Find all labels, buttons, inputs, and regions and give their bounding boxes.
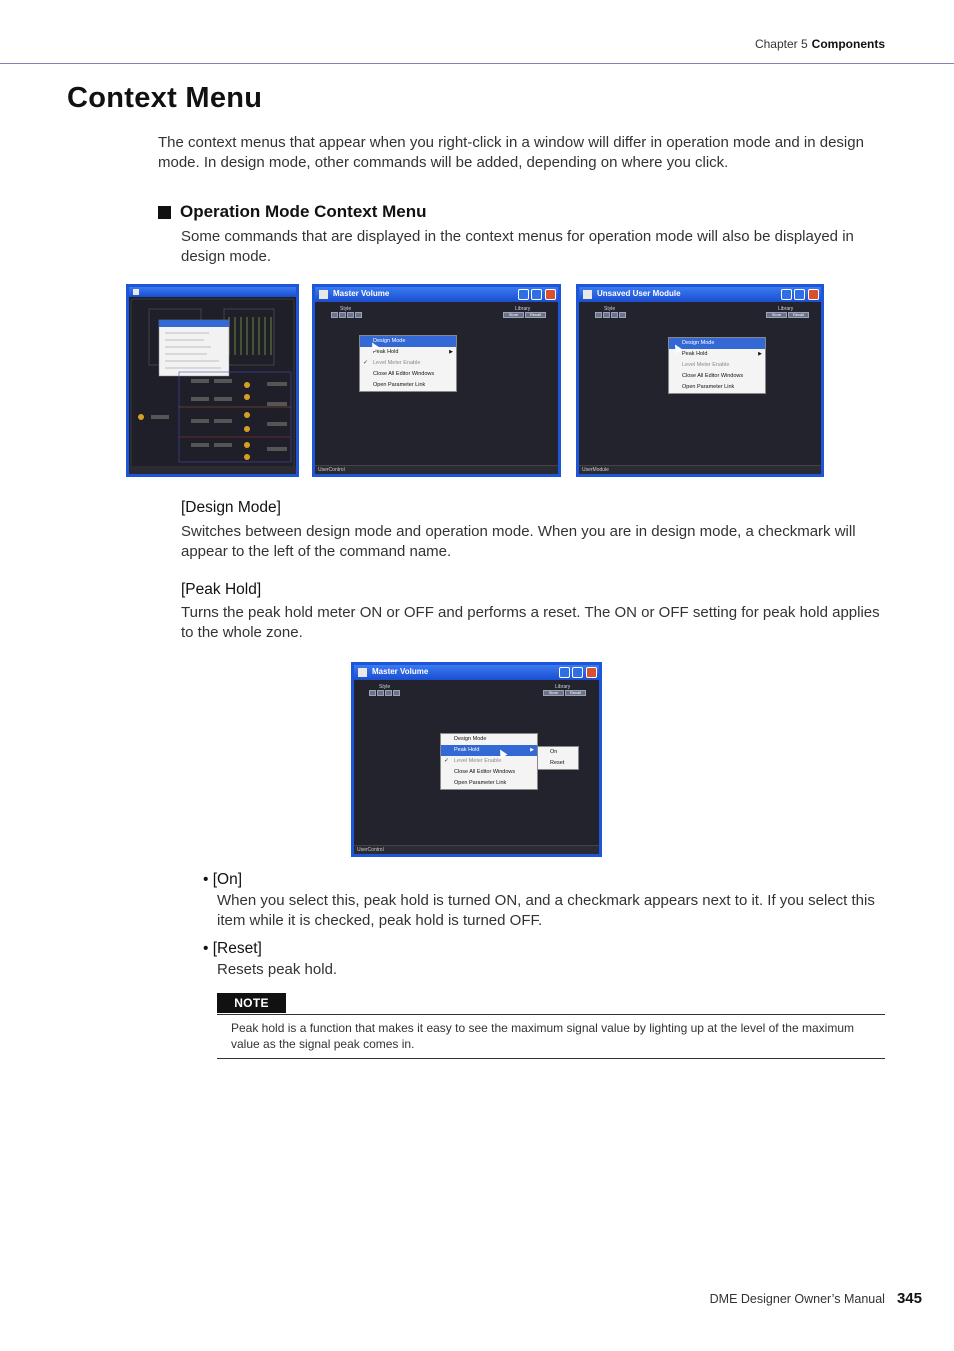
bullet-reset-text: Resets peak hold. (217, 961, 338, 978)
status-bar: UserModule (579, 465, 821, 474)
peak-hold-heading: [Peak Hold] (181, 581, 262, 598)
store-button: Store (543, 690, 564, 696)
style-button (377, 690, 384, 696)
running-header (755, 37, 885, 51)
recall-button: Recall (788, 312, 809, 318)
style-button (355, 312, 362, 318)
style-button (603, 312, 610, 318)
header-section: Components (811, 37, 885, 51)
screenshot-component-editor (126, 284, 299, 477)
app-icon (583, 290, 592, 299)
bullet-on-label: • [On] (203, 871, 243, 888)
intro-paragraph: The context menus that appear when you right-click in a window will differ in operation mode and in design mode. In design mode, other commands will be added, depending on where you click. (158, 134, 864, 171)
menu-item-label: Level Meter Enable (454, 758, 502, 764)
square-bullet-icon (158, 206, 171, 219)
menu-item-design-mode: Design Mode (669, 338, 765, 349)
note-rule-bottom (217, 1058, 885, 1059)
note-text: Peak hold is a function that makes it easy to see the maximum signal value by lighting up at the level of the maximum value as the signal peak comes in. (231, 1021, 854, 1051)
library-label: Library (515, 306, 531, 312)
submenu-arrow-icon: ▶ (758, 351, 762, 357)
menu-item-peak-hold (669, 349, 765, 360)
context-menu (440, 733, 538, 790)
menu-item-open-parameter-link: Open Parameter Link (373, 382, 426, 388)
status-bar: UserControl (315, 465, 558, 474)
style-button (619, 312, 626, 318)
section-description: Some commands that are displayed in the context menus for operation mode will also be displayed in design mode. (181, 228, 854, 265)
style-label: Style (379, 684, 391, 690)
close-icon (545, 289, 556, 300)
menu-item-close-all: Close All Editor Windows (373, 371, 435, 377)
style-button (385, 690, 392, 696)
app-icon (358, 668, 367, 677)
menu-item-open-parameter-link: Open Parameter Link (454, 780, 507, 786)
menu-item-label: Level Meter Enable (373, 360, 421, 366)
status-bar (129, 466, 296, 474)
design-mode-heading: [Design Mode] (181, 499, 281, 516)
submenu-arrow-icon: ▶ (530, 747, 534, 753)
menu-item-design-mode: Design Mode (360, 336, 456, 347)
bullet-reset-label: • [Reset] (203, 940, 262, 957)
app-icon (319, 290, 328, 299)
section-heading-text: Operation Mode Context Menu (180, 202, 427, 221)
window-title: Master Volume (333, 289, 390, 298)
title-bar (354, 665, 599, 680)
screenshot-user-module (576, 284, 824, 477)
context-menu (668, 337, 766, 394)
menu-item-label: Peak Hold (682, 351, 708, 357)
menu-item-design-mode: Design Mode (454, 736, 487, 742)
submenu-item-on: On (550, 749, 558, 755)
submenu-arrow-icon: ▶ (449, 349, 453, 355)
style-button (393, 690, 400, 696)
menu-item-open-parameter-link: Open Parameter Link (682, 384, 735, 390)
maximize-icon (531, 289, 542, 300)
maximize-icon (572, 667, 583, 678)
style-button (347, 312, 354, 318)
library-label: Library (778, 306, 794, 312)
title-bar (579, 287, 821, 302)
header-rule (0, 63, 954, 64)
style-button (595, 312, 602, 318)
submenu-item-reset: Reset (550, 760, 565, 766)
page-number: 345 (896, 1290, 922, 1307)
recall-button: Recall (525, 312, 546, 318)
minimize-icon (559, 667, 570, 678)
page-title: Context Menu (67, 82, 263, 114)
screenshot-peak-hold-submenu (351, 662, 602, 857)
menu-item-level-meter: Level Meter Enable (682, 362, 730, 368)
checkmark-icon: ✓ (363, 360, 369, 366)
style-label: Style (604, 306, 616, 312)
close-icon (808, 289, 819, 300)
minimize-icon (518, 289, 529, 300)
title-bar (129, 287, 296, 297)
section-heading (158, 202, 427, 222)
store-button: Store (766, 312, 787, 318)
store-button: Store (503, 312, 524, 318)
style-button (369, 690, 376, 696)
design-mode-text: Switches between design mode and operation mode. When you are in design mode, a checkmark will appear to the left of the command name. (181, 523, 856, 560)
menu-item-label: Peak Hold (373, 349, 399, 355)
style-label: Style (340, 306, 352, 312)
peak-hold-submenu (537, 746, 579, 770)
title-bar (315, 287, 558, 302)
menu-item-level-meter (441, 756, 537, 767)
menu-item-close-all: Close All Editor Windows (682, 373, 744, 379)
maximize-icon (794, 289, 805, 300)
app-icon (133, 289, 139, 295)
bullet-on-text: When you select this, peak hold is turned ON, and a checkmark appears next to it. If you select this item while it is checked, peak hold is turned OFF. (217, 892, 875, 929)
style-button (331, 312, 338, 318)
window-title: Master Volume (372, 667, 429, 676)
status-bar: UserControl (354, 845, 599, 854)
header-chapter: Chapter 5 (754, 37, 808, 51)
menu-item-level-meter (360, 358, 456, 369)
style-button (339, 312, 346, 318)
page-footer (710, 1290, 922, 1307)
menu-item-label: Peak Hold (454, 747, 480, 753)
menu-item-peak-hold (441, 745, 537, 756)
note-label: NOTE (217, 993, 286, 1013)
window-title: Unsaved User Module (597, 289, 681, 298)
minimize-icon (781, 289, 792, 300)
library-label: Library (555, 684, 571, 690)
menu-item-close-all: Close All Editor Windows (454, 769, 516, 775)
close-icon (586, 667, 597, 678)
checkmark-icon: ✓ (444, 758, 450, 764)
style-button (611, 312, 618, 318)
screenshot-master-volume (312, 284, 561, 477)
component-diagram (129, 297, 296, 472)
peak-hold-text: Turns the peak hold meter ON or OFF and performs a reset. The ON or OFF setting for peak hold applies to the whole zone. (181, 604, 880, 641)
note-rule-top (217, 1014, 885, 1015)
recall-button: Recall (565, 690, 586, 696)
footer-manual-title: DME Designer Owner’s Manual (709, 1292, 885, 1306)
